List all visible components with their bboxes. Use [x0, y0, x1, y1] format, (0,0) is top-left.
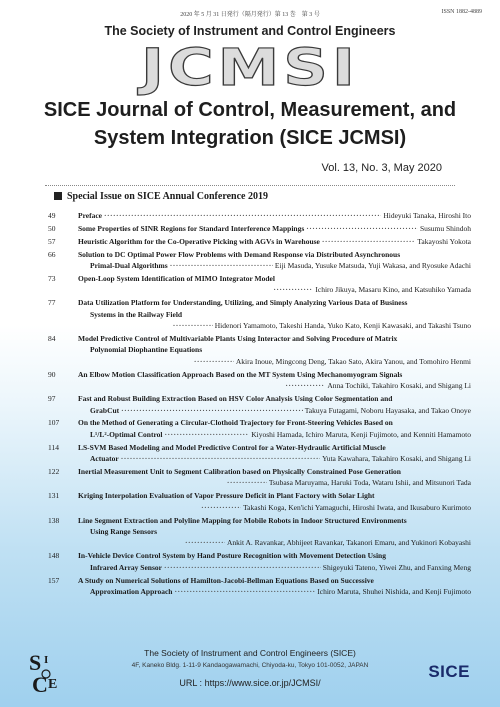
- toc-authors: Ichiro Maruta, Shuhei Nishida, and Kenji Fujimoto: [317, 587, 471, 597]
- toc-title: Data Utilization Platform for Understanding, Utilizing, and Simply Analyzing Various Data of Business: [78, 298, 408, 308]
- toc-page-number: 148: [48, 551, 60, 561]
- toc-page-number: 131: [48, 491, 60, 501]
- toc-page-number: 84: [48, 334, 56, 344]
- leader-dots: [194, 356, 234, 367]
- footer-url[interactable]: URL : https://www.sice.or.jp/JCMSI/: [179, 678, 321, 688]
- leader-dots: [121, 405, 303, 416]
- toc-page-number: 157: [48, 575, 60, 585]
- issue-info: 2020 年 5 月 31 日発行（隔月発行）第 13 巻 第 3 号: [180, 12, 320, 18]
- toc-authors: Hideyuki Tanaka, Hiroshi Ito: [383, 211, 471, 220]
- jcmsi-logo: [0, 37, 500, 98]
- toc-title: On the Method of Generating a Circular-Clothoid Trajectory for Front-Steering Vehicles Based on: [78, 418, 393, 428]
- toc-title: Polynomial Diophantine Equations: [90, 345, 203, 355]
- leader-dots: [170, 260, 273, 271]
- toc-title: Open-Loop System Identification of MIMO Integrator Model: [78, 274, 275, 284]
- toc-authors: Takayoshi Yokota: [417, 236, 471, 246]
- leader-dots: [273, 284, 313, 295]
- toc-title: Preface: [78, 211, 103, 220]
- toc-authors: Takashi Koga, Ken'ichi Yamaguchi, Hiroshi Iwata, and Ikusaburo Kurimoto: [243, 502, 471, 512]
- toc-authors: Ichiro Jikuya, Masaru Kino, and Katsuhiko Yamada: [315, 285, 471, 295]
- toc-title: Kriging Interpolation Evaluation of Vapor Pressure Deficit in Plant Factory with Solar Light: [78, 491, 375, 501]
- logo-text: JCMSI: [141, 37, 359, 98]
- toc-title: Approximation Approach: [90, 587, 173, 597]
- toc-title: Actuator: [90, 454, 119, 464]
- toc-title: Heuristic Algorithm for the Co-Operative Picking with AGVs in Warehouse: [78, 236, 320, 246]
- toc-page-number: 97: [48, 394, 56, 404]
- toc-page-number: 90: [48, 369, 56, 379]
- toc-title: In-Vehicle Device Control System by Hand Posture Recognition with Movement Detection Using: [78, 551, 386, 561]
- svg-text:S: S: [29, 650, 42, 675]
- toc-page-number: 138: [48, 515, 60, 525]
- toc-authors: Yuta Kawahara, Takahiro Kosaki, and Shigang Li: [322, 454, 471, 464]
- table-of-contents: [48, 210, 471, 599]
- toc-entry: [48, 417, 471, 440]
- toc-page-number: 57: [48, 236, 56, 246]
- toc-authors: Eiji Masuda, Yusuke Matsuda, Yuji Wakasa, and Ryosuke Adachi: [274, 261, 471, 271]
- toc-title: A Study on Numerical Solutions of Hamilton-Jacobi-Bellman Equations Based on Successive: [78, 575, 374, 585]
- toc-page-number: 114: [48, 442, 59, 452]
- toc-title: Inertial Measurement Unit to Segment Calibration based on Physically Constrained Pose Generation: [78, 467, 401, 477]
- toc-page-number: 107: [48, 418, 60, 428]
- journal-title-line1: SICE Journal of Control, Measurement, and: [43, 99, 457, 121]
- toc-title: Fast and Robust Building Extraction Based on HSV Color Analysis Using Color Segmentation and: [78, 394, 393, 404]
- leader-dots: [227, 477, 267, 488]
- toc-authors: Anna Tochiki, Takahiro Kosaki, and Shigang Li: [327, 381, 471, 391]
- toc-page-number: 122: [48, 467, 60, 477]
- toc-title: Solution to DC Optimal Power Flow Problems with Demand Response via Distributed Asynchronous: [78, 249, 401, 259]
- leader-dots: [201, 502, 241, 513]
- leader-dots: [165, 429, 250, 440]
- toc-entry: [48, 393, 471, 416]
- toc-entry: [48, 442, 471, 465]
- divider: [45, 185, 455, 186]
- leader-dots: [174, 586, 315, 597]
- toc-authors: Kiyoshi Hamada, Ichiro Maruta, Kenji Fujimoto, and Kenniti Hamamoto: [251, 429, 471, 439]
- leader-dots: [322, 236, 415, 247]
- special-issue-heading: [54, 191, 268, 202]
- toc-entry: [48, 333, 471, 367]
- toc-entry: [48, 297, 471, 331]
- sice-logo: SICE: [428, 662, 470, 681]
- toc-entry: [48, 515, 471, 549]
- toc-title: Some Properties of SINR Regions for Standard Interference Mappings: [78, 223, 305, 233]
- toc-entry: [48, 210, 471, 221]
- toc-page-number: 66: [48, 249, 56, 259]
- toc-authors: Takuya Futagami, Noboru Hayasaka, and Takao Onoye: [304, 405, 471, 415]
- svg-text:I: I: [44, 654, 49, 666]
- toc-title: L¹/L²-Optimal Control: [90, 429, 163, 439]
- toc-title: Line Segment Extraction and Polyline Mapping for Mobile Robots in Indoor Structured Environments: [78, 515, 407, 525]
- journal-title-line2: System Integration (SICE JCMSI): [93, 127, 407, 149]
- toc-title: LS-SVM Based Modeling and Model Predictive Control for a Water-Hydraulic Artificial Muscle: [78, 442, 386, 452]
- svg-text:C: C: [32, 672, 48, 697]
- toc-entry: [48, 223, 471, 234]
- footer-address: 4F, Kaneko Bldg. 1-11-9 Kandaogawamachi, Chiyoda-ku, Tokyo 101-0052, JAPAN: [131, 662, 369, 669]
- toc-entry: [48, 273, 471, 296]
- footer: [0, 646, 500, 707]
- toc-authors: Shigeyuki Tateno, Yiwei Zhu, and Fanxing Meng: [322, 562, 471, 572]
- journal-title: [0, 96, 500, 152]
- toc-title: Primal-Dual Algorithms: [90, 261, 168, 271]
- leader-dots: [164, 562, 321, 573]
- leader-dots: [285, 380, 325, 391]
- toc-entry: [48, 575, 471, 598]
- toc-authors: Tsubasa Maruyama, Haruki Toda, Wataru Ishii, and Mitsunori Tada: [268, 478, 471, 488]
- toc-title: Infrared Array Sensor: [90, 562, 162, 572]
- toc-page-number: 49: [48, 211, 56, 220]
- toc-entry: [48, 550, 471, 573]
- toc-title: Systems in the Railway Field: [90, 309, 183, 319]
- footer-society-name: The Society of Instrument and Control Engineers (SICE): [144, 648, 356, 658]
- toc-authors: Susumu Shindoh: [419, 223, 471, 233]
- toc-entry: [48, 490, 471, 513]
- leader-dots: [185, 537, 225, 548]
- toc-title: Using Range Sensors: [90, 527, 158, 537]
- society-name: The Society of Instrument and Control Engineers: [104, 24, 396, 38]
- svg-text:E: E: [48, 677, 58, 692]
- leader-dots: [306, 223, 418, 234]
- toc-entry: [48, 369, 471, 392]
- toc-entry: [48, 249, 471, 272]
- toc-title: Model Predictive Control of Multivariable Plants Using Interactor and Solving Procedure of Matrix: [78, 334, 398, 344]
- toc-authors: Hidenori Yamamoto, Takeshi Handa, Yuko Kato, Kenji Kawasaki, and Takashi Tsuno: [214, 321, 471, 331]
- special-issue-title: Special Issue on SICE Annual Conference 2019: [67, 191, 268, 202]
- square-bullet-icon: [54, 192, 62, 200]
- toc-page-number: 50: [48, 223, 56, 233]
- leader-dots: [173, 320, 213, 331]
- toc-entry: [48, 466, 471, 489]
- toc-authors: Ankit A. Ravankar, Abhijeet Ravankar, Takanori Emaru, and Yukinori Kobayashi: [226, 538, 471, 548]
- toc-page-number: 73: [48, 274, 56, 284]
- leader-dots: [121, 453, 320, 464]
- toc-title: GrabCut: [90, 405, 120, 415]
- toc-title: An Elbow Motion Classification Approach Based on the MT System Using Mechanomyogram Signals: [78, 369, 403, 379]
- issn: ISSN 1882-4889: [441, 9, 482, 15]
- leader-dots: [104, 210, 381, 221]
- toc-entry: [48, 236, 471, 247]
- toc-page-number: 77: [48, 298, 56, 308]
- toc-authors: Akira Inoue, Mingcong Deng, Takao Sato, Akira Yanou, and Tomohiro Henmi: [235, 356, 471, 366]
- volume-info: Vol. 13, No. 3, May 2020: [321, 162, 442, 174]
